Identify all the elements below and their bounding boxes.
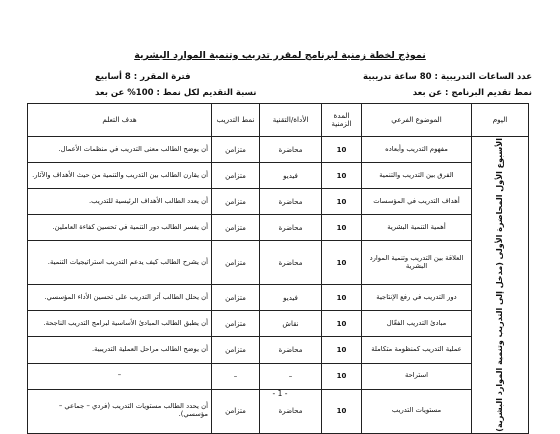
- duration-cell: 10: [322, 189, 362, 215]
- goal-cell: أن يعدد الطالب الأهداف الرئيسية للتدريب.: [28, 189, 212, 215]
- table-row: [28, 311, 529, 337]
- table-row: [28, 137, 529, 163]
- tool-cell: محاضرة: [260, 389, 322, 433]
- delivery-ratio: نسبة التقديم لكل نمط : 100% عن بعد: [95, 88, 257, 98]
- header-day: اليوم: [472, 104, 529, 137]
- mode-cell: متزامن: [212, 389, 260, 433]
- mode-cell: متزامن: [212, 189, 260, 215]
- goal-cell: أن يوضح الطالب مراحل العملية التدريبية.: [28, 337, 212, 363]
- header-duration: المدة الزمنية: [322, 104, 362, 137]
- duration-cell: 10: [322, 137, 362, 163]
- topic-cell: مستويات التدريب: [362, 389, 472, 433]
- goal-cell: أن يحلل الطالب أثر التدريب على تحسين الأداء المؤسسي.: [28, 285, 212, 311]
- table-row: [28, 241, 529, 285]
- table-row: [28, 337, 529, 363]
- mode-cell: متزامن: [212, 337, 260, 363]
- goal-cell: أن يشرح الطالب كيف يدعم التدريب استراتيجيات التنمية.: [28, 241, 212, 285]
- tool-cell: محاضرة: [260, 241, 322, 285]
- tool-cell: –: [260, 363, 322, 389]
- mode-cell: متزامن: [212, 285, 260, 311]
- table-row: [28, 363, 529, 389]
- goal-cell: أن يطبق الطالب المبادئ الأساسية لبرامج التدريب الناجحة.: [28, 311, 212, 337]
- topic-cell: عملية التدريب كمنظومة متكاملة: [362, 337, 472, 363]
- delivery-mode: نمط تقديم البرنامج : عن بعد: [412, 88, 532, 98]
- mode-cell: –: [212, 363, 260, 389]
- table-row: [28, 285, 529, 311]
- tool-cell: محاضرة: [260, 215, 322, 241]
- goal-cell: –: [28, 363, 212, 389]
- total-hours: عدد الساعات التدريبية : 80 ساعة تدريبية: [362, 72, 532, 82]
- topic-cell: دور التدريب في رفع الإنتاجية: [362, 285, 472, 311]
- duration-cell: 10: [322, 163, 362, 189]
- goal-cell: أن يحدد الطالب مستويات التدريب (فردي – جماعي – مؤسسي).: [28, 389, 212, 433]
- table-header-row: [28, 104, 529, 137]
- goal-cell: أن يوضح الطالب معنى التدريب في منظمات الأعمال.: [28, 137, 212, 163]
- day-label: الأسبوع الأول المحاضرة الأولى (مدخل إلى التدريب وتنمية الموارد البشرية): [495, 138, 505, 432]
- header-topic: الموضوع الفرعي: [362, 104, 472, 137]
- table-row: [28, 163, 529, 189]
- goal-cell: أن يفسر الطالب دور التنمية في تحسين كفاءة العاملين.: [28, 215, 212, 241]
- topic-cell: مبادئ التدريب الفعّال: [362, 311, 472, 337]
- header-goal: هدف التعلم: [28, 104, 212, 137]
- tool-cell: نقاش: [260, 311, 322, 337]
- topic-cell: الفرق بين التدريب والتنمية: [362, 163, 472, 189]
- header-tool: الأداة/التقنية: [260, 104, 322, 137]
- tool-cell: فيديو: [260, 163, 322, 189]
- duration-cell: 10: [322, 337, 362, 363]
- duration-cell: 10: [322, 215, 362, 241]
- duration-cell: 10: [322, 311, 362, 337]
- tool-cell: محاضرة: [260, 189, 322, 215]
- mode-cell: متزامن: [212, 163, 260, 189]
- mode-cell: متزامن: [212, 311, 260, 337]
- topic-cell: أهداف التدريب في المؤسسات: [362, 189, 472, 215]
- duration-cell: 10: [322, 363, 362, 389]
- table-row: [28, 215, 529, 241]
- mode-cell: متزامن: [212, 241, 260, 285]
- topic-cell: أهمية التنمية البشرية: [362, 215, 472, 241]
- schedule-table: [27, 103, 529, 434]
- header-mode: نمط التدريب: [212, 104, 260, 137]
- duration-cell: 10: [322, 241, 362, 285]
- duration-cell: 10: [322, 389, 362, 433]
- topic-cell: مفهوم التدريب وأبعاده: [362, 137, 472, 163]
- duration-cell: 10: [322, 285, 362, 311]
- tool-cell: فيديو: [260, 285, 322, 311]
- mode-cell: متزامن: [212, 137, 260, 163]
- topic-cell: العلاقة بين التدريب وتنمية الموارد البشرية: [362, 241, 472, 285]
- page-number: - 1 -: [272, 389, 288, 398]
- course-period: فترة المقرر : 8 أسابيع: [95, 72, 191, 82]
- mode-cell: متزامن: [212, 215, 260, 241]
- table-row: [28, 189, 529, 215]
- topic-cell: استراحة: [362, 363, 472, 389]
- tool-cell: محاضرة: [260, 337, 322, 363]
- tool-cell: محاضرة: [260, 137, 322, 163]
- document-title: نموذج لخطة زمنية لبرنامج لمقرر تدريب وتنمية الموارد البشرية: [134, 50, 426, 61]
- goal-cell: أن يقارن الطالب بين التدريب والتنمية من حيث الأهداف والآثار.: [28, 163, 212, 189]
